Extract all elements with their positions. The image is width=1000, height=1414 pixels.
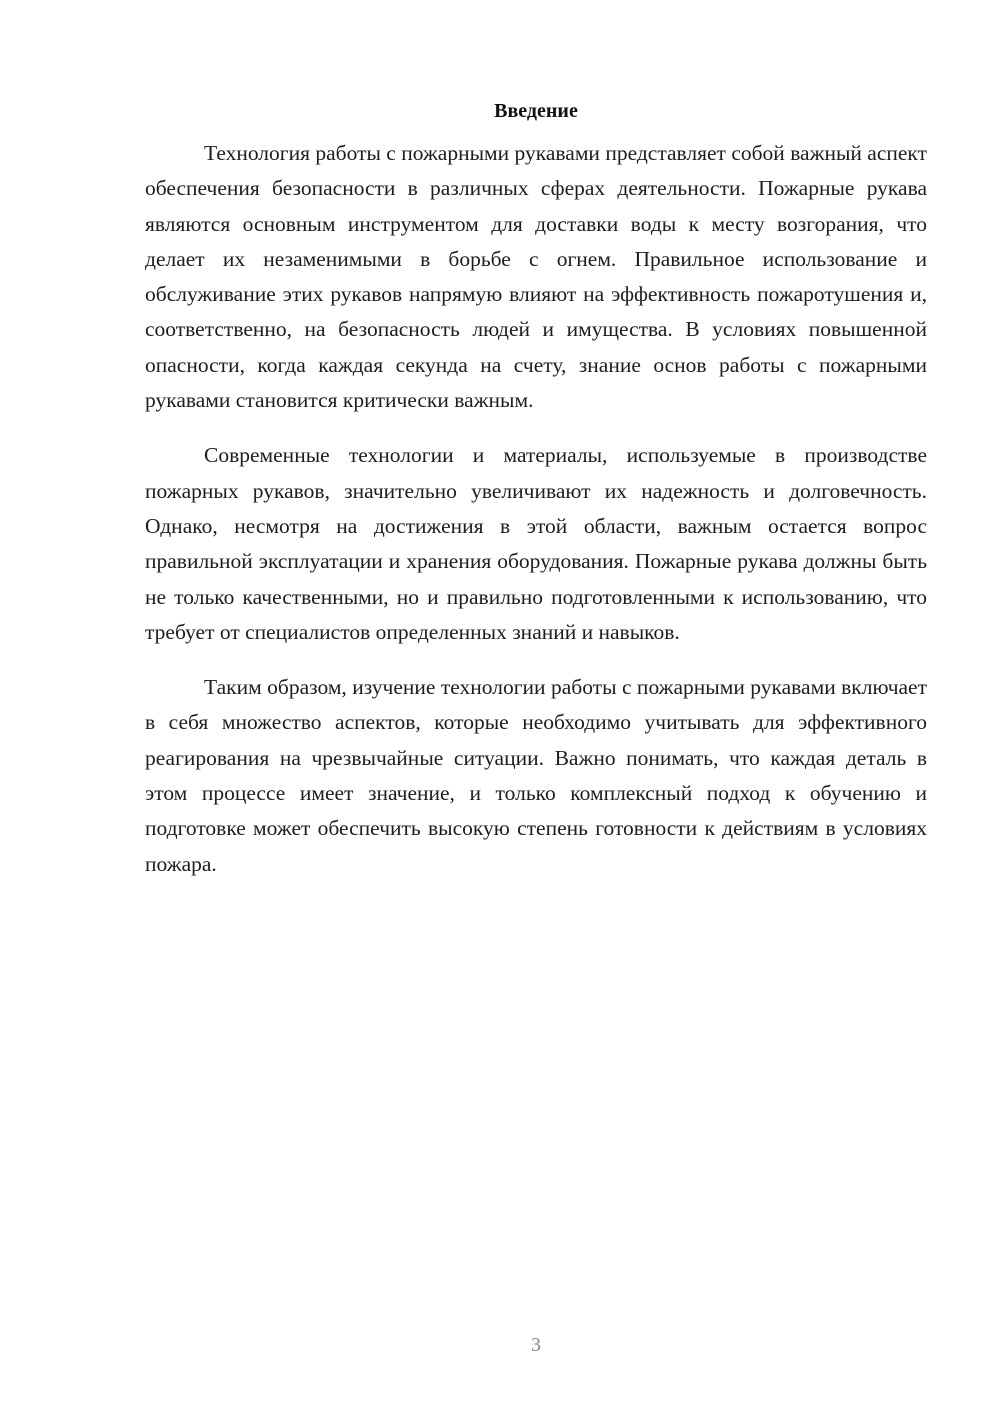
paragraph-1: Технология работы с пожарными рукавами представляет собой важный аспект обеспечения безопасности в различных сферах деятельности. Пожарные рукава являются основным инструментом для доставки воды к месту возгорания, что делает их незаменимыми в борьбе с огнем. Правильное использование и обслуживание этих рукавов напрямую влияют на эффективность пожаротушения и, соответственно, на безопасность людей и имущества. В условиях повышенной опасности, когда каждая секунда на счету, знание основ работы с пожарными рукавами становится критически важным. xyxy=(145,141,927,413)
section-heading: Введение xyxy=(494,100,578,122)
paragraph-2: Современные технологии и материалы, используемые в производстве пожарных рукавов, значительно увеличивают их надежность и долговечность. Однако, несмотря на достижения в этой области, важным остается вопрос правильной эксплуатации и хранения оборудования. Пожарные рукава должны быть не только качественными, но и правильно подготовленными к использованию, что требует от специалистов определенных знаний и навыков. xyxy=(145,443,927,644)
paragraph-3: Таким образом, изучение технологии работы с пожарными рукавами включает в себя множество аспектов, которые необходимо учитывать для эффективного реагирования на чрезвычайные ситуации. Важно понимать, что каждая деталь в этом процессе имеет значение, и только комплексный подход к обучению и подготовке может обеспечить высокую степень готовности к действиям в условиях пожара. xyxy=(145,675,927,876)
page-number: 3 xyxy=(531,1334,541,1356)
page-content xyxy=(145,96,927,902)
